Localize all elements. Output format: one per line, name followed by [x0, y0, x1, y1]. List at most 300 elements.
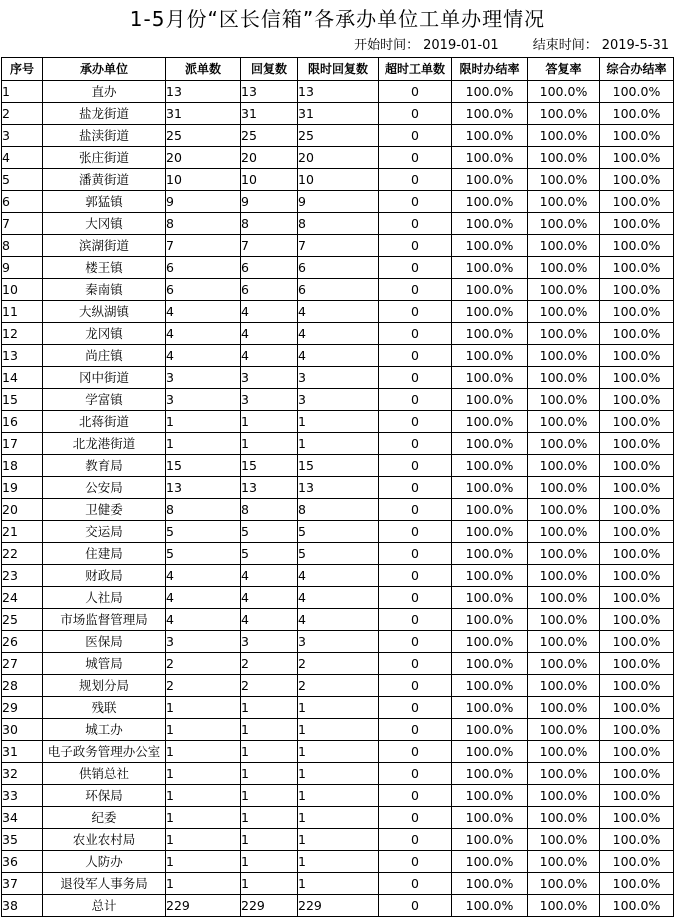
dispatched-count: 4 [166, 345, 241, 367]
overdue-count: 0 [379, 829, 452, 851]
table-row [2, 191, 674, 213]
unit-name: 秦南镇 [43, 279, 166, 301]
reply-rate: 100.0% [528, 807, 600, 829]
overdue-count: 0 [379, 653, 452, 675]
row-number: 9 [2, 257, 43, 279]
replied-count: 5 [241, 543, 298, 565]
column-header: 限时回复数 [298, 58, 379, 81]
overall-completion-rate: 100.0% [600, 477, 674, 499]
unit-name: 规划分局 [43, 675, 166, 697]
overdue-count: 0 [379, 147, 452, 169]
reply-rate: 100.0% [528, 389, 600, 411]
overall-completion-rate: 100.0% [600, 147, 674, 169]
timely-reply-count: 4 [298, 565, 379, 587]
timely-completion-rate: 100.0% [452, 323, 528, 345]
overdue-count: 0 [379, 763, 452, 785]
timely-completion-rate: 100.0% [452, 719, 528, 741]
unit-name: 教育局 [43, 455, 166, 477]
unit-name: 人防办 [43, 851, 166, 873]
timely-reply-count: 6 [298, 279, 379, 301]
table-total-row [2, 895, 674, 917]
dispatched-count: 3 [166, 631, 241, 653]
dispatched-count: 31 [166, 103, 241, 125]
overdue-count: 0 [379, 411, 452, 433]
dispatched-count: 4 [166, 609, 241, 631]
unit-name: 残联 [43, 697, 166, 719]
unit-name: 供销总社 [43, 763, 166, 785]
table-row [2, 851, 674, 873]
replied-count: 6 [241, 279, 298, 301]
column-header: 序号 [2, 58, 43, 81]
replied-count: 1 [241, 697, 298, 719]
replied-count: 15 [241, 455, 298, 477]
timely-reply-count: 1 [298, 763, 379, 785]
timely-completion-rate: 100.0% [452, 697, 528, 719]
table-header-row [2, 58, 674, 81]
reply-rate: 100.0% [528, 477, 600, 499]
timely-completion-rate: 100.0% [452, 851, 528, 873]
reply-rate: 100.0% [528, 499, 600, 521]
table-row [2, 653, 674, 675]
unit-name: 大纵湖镇 [43, 301, 166, 323]
overdue-count: 0 [379, 257, 452, 279]
row-number: 14 [2, 367, 43, 389]
overdue-count: 0 [379, 323, 452, 345]
unit-name: 盐渎街道 [43, 125, 166, 147]
table-row [2, 477, 674, 499]
reply-rate: 100.0% [528, 213, 600, 235]
overall-completion-rate: 100.0% [600, 81, 674, 103]
row-number: 15 [2, 389, 43, 411]
reply-rate: 100.0% [528, 609, 600, 631]
reply-rate: 100.0% [528, 191, 600, 213]
replied-count: 8 [241, 499, 298, 521]
timely-completion-rate: 100.0% [452, 499, 528, 521]
row-number: 2 [2, 103, 43, 125]
timely-completion-rate: 100.0% [452, 455, 528, 477]
dispatched-count: 10 [166, 169, 241, 191]
row-number: 23 [2, 565, 43, 587]
row-number: 17 [2, 433, 43, 455]
table-row [2, 521, 674, 543]
timely-completion-rate: 100.0% [452, 829, 528, 851]
unit-name: 潘黄街道 [43, 169, 166, 191]
row-number: 7 [2, 213, 43, 235]
timely-reply-count: 20 [298, 147, 379, 169]
timely-completion-rate: 100.0% [452, 301, 528, 323]
table-row [2, 873, 674, 895]
overdue-count: 0 [379, 587, 452, 609]
report-period [350, 36, 669, 56]
overall-completion-rate: 100.0% [600, 719, 674, 741]
overdue-count: 0 [379, 345, 452, 367]
unit-name: 北蒋街道 [43, 411, 166, 433]
replied-count: 4 [241, 323, 298, 345]
overall-completion-rate: 100.0% [600, 741, 674, 763]
table-row [2, 147, 674, 169]
reply-rate: 100.0% [528, 301, 600, 323]
column-header: 答复率 [528, 58, 600, 81]
overdue-count: 0 [379, 433, 452, 455]
end-time-label: 结束时间： [532, 38, 598, 53]
timely-reply-count: 1 [298, 697, 379, 719]
replied-count: 13 [241, 81, 298, 103]
timely-reply-count: 1 [298, 851, 379, 873]
unit-name: 电子政务管理办公室 [43, 741, 166, 763]
replied-count: 1 [241, 433, 298, 455]
column-header: 超时工单数 [379, 58, 452, 81]
overdue-count: 0 [379, 191, 452, 213]
timely-completion-rate: 100.0% [452, 477, 528, 499]
dispatched-count: 1 [166, 719, 241, 741]
dispatched-count: 1 [166, 829, 241, 851]
overdue-count: 0 [379, 103, 452, 125]
timely-reply-count: 13 [298, 477, 379, 499]
table-row [2, 807, 674, 829]
dispatched-count: 13 [166, 477, 241, 499]
timely-reply-count: 2 [298, 653, 379, 675]
overall-completion-rate: 100.0% [600, 213, 674, 235]
unit-name: 人社局 [43, 587, 166, 609]
reply-rate: 100.0% [528, 455, 600, 477]
replied-count: 4 [241, 609, 298, 631]
replied-count: 4 [241, 587, 298, 609]
replied-count: 2 [241, 675, 298, 697]
overdue-count: 0 [379, 873, 452, 895]
table-row [2, 763, 674, 785]
row-number: 38 [2, 895, 43, 917]
overall-completion-rate: 100.0% [600, 411, 674, 433]
table-body [2, 81, 674, 917]
dispatched-count: 1 [166, 807, 241, 829]
row-number: 5 [2, 169, 43, 191]
reply-rate: 100.0% [528, 653, 600, 675]
row-number: 29 [2, 697, 43, 719]
timely-reply-count: 4 [298, 323, 379, 345]
work-order-table [1, 57, 674, 917]
replied-count: 4 [241, 565, 298, 587]
timely-reply-count: 3 [298, 389, 379, 411]
timely-reply-count: 6 [298, 257, 379, 279]
reply-rate: 100.0% [528, 323, 600, 345]
replied-count: 6 [241, 257, 298, 279]
table-row [2, 257, 674, 279]
timely-completion-rate: 100.0% [452, 147, 528, 169]
replied-count: 1 [241, 741, 298, 763]
table-row [2, 81, 674, 103]
replied-count: 2 [241, 653, 298, 675]
timely-reply-count: 7 [298, 235, 379, 257]
timely-completion-rate: 100.0% [452, 235, 528, 257]
table-row [2, 741, 674, 763]
timely-completion-rate: 100.0% [452, 653, 528, 675]
timely-completion-rate: 100.0% [452, 763, 528, 785]
table-row [2, 169, 674, 191]
table-row [2, 411, 674, 433]
dispatched-count: 2 [166, 653, 241, 675]
table-row [2, 213, 674, 235]
dispatched-count: 15 [166, 455, 241, 477]
table-row [2, 829, 674, 851]
unit-name: 尚庄镇 [43, 345, 166, 367]
reply-rate: 100.0% [528, 367, 600, 389]
overall-completion-rate: 100.0% [600, 587, 674, 609]
replied-count: 13 [241, 477, 298, 499]
replied-count: 1 [241, 763, 298, 785]
timely-reply-count: 8 [298, 213, 379, 235]
timely-completion-rate: 100.0% [452, 741, 528, 763]
timely-reply-count: 9 [298, 191, 379, 213]
overdue-count: 0 [379, 807, 452, 829]
overdue-count: 0 [379, 697, 452, 719]
timely-completion-rate: 100.0% [452, 389, 528, 411]
overdue-count: 0 [379, 565, 452, 587]
reply-rate: 100.0% [528, 433, 600, 455]
overdue-count: 0 [379, 609, 452, 631]
unit-name: 直办 [43, 81, 166, 103]
table-row [2, 785, 674, 807]
reply-rate: 100.0% [528, 763, 600, 785]
column-header: 限时办结率 [452, 58, 528, 81]
overall-completion-rate: 100.0% [600, 103, 674, 125]
overall-completion-rate: 100.0% [600, 609, 674, 631]
reply-rate: 100.0% [528, 785, 600, 807]
reply-rate: 100.0% [528, 675, 600, 697]
timely-reply-count: 31 [298, 103, 379, 125]
row-number: 26 [2, 631, 43, 653]
overall-completion-rate: 100.0% [600, 829, 674, 851]
timely-reply-count: 5 [298, 543, 379, 565]
replied-count: 1 [241, 851, 298, 873]
timely-completion-rate: 100.0% [452, 345, 528, 367]
unit-name: 退役军人事务局 [43, 873, 166, 895]
reply-rate: 100.0% [528, 257, 600, 279]
unit-name: 楼王镇 [43, 257, 166, 279]
timely-reply-count: 1 [298, 807, 379, 829]
timely-completion-rate: 100.0% [452, 125, 528, 147]
unit-name: 张庄街道 [43, 147, 166, 169]
reply-rate: 100.0% [528, 81, 600, 103]
overall-completion-rate: 100.0% [600, 301, 674, 323]
unit-name: 公安局 [43, 477, 166, 499]
dispatched-count: 1 [166, 763, 241, 785]
row-number: 20 [2, 499, 43, 521]
overall-completion-rate: 100.0% [600, 367, 674, 389]
reply-rate: 100.0% [528, 587, 600, 609]
overall-completion-rate: 100.0% [600, 191, 674, 213]
row-number: 37 [2, 873, 43, 895]
unit-name: 纪委 [43, 807, 166, 829]
unit-name: 郭猛镇 [43, 191, 166, 213]
table-row [2, 675, 674, 697]
unit-name: 盐龙街道 [43, 103, 166, 125]
timely-completion-rate: 100.0% [452, 213, 528, 235]
overall-completion-rate: 100.0% [600, 631, 674, 653]
replied-count: 4 [241, 345, 298, 367]
overdue-count: 0 [379, 213, 452, 235]
table-row [2, 367, 674, 389]
unit-name: 滨湖街道 [43, 235, 166, 257]
unit-name: 财政局 [43, 565, 166, 587]
overdue-count: 0 [379, 169, 452, 191]
dispatched-count: 3 [166, 367, 241, 389]
row-number: 3 [2, 125, 43, 147]
timely-reply-count: 4 [298, 587, 379, 609]
dispatched-count: 8 [166, 499, 241, 521]
timely-reply-count: 8 [298, 499, 379, 521]
row-number: 6 [2, 191, 43, 213]
unit-name: 学富镇 [43, 389, 166, 411]
row-number: 4 [2, 147, 43, 169]
timely-completion-rate: 100.0% [452, 191, 528, 213]
timely-reply-count: 25 [298, 125, 379, 147]
timely-completion-rate: 100.0% [452, 807, 528, 829]
unit-name: 环保局 [43, 785, 166, 807]
replied-count: 5 [241, 521, 298, 543]
replied-count: 4 [241, 301, 298, 323]
replied-count: 20 [241, 147, 298, 169]
replied-count: 8 [241, 213, 298, 235]
table-row [2, 345, 674, 367]
table-row [2, 631, 674, 653]
row-number: 1 [2, 81, 43, 103]
row-number: 25 [2, 609, 43, 631]
overall-completion-rate: 100.0% [600, 697, 674, 719]
timely-completion-rate: 100.0% [452, 873, 528, 895]
reply-rate: 100.0% [528, 895, 600, 917]
overall-completion-rate: 100.0% [600, 279, 674, 301]
timely-completion-rate: 100.0% [452, 675, 528, 697]
dispatched-count: 1 [166, 851, 241, 873]
timely-reply-count: 3 [298, 631, 379, 653]
dispatched-count: 3 [166, 389, 241, 411]
timely-reply-count: 1 [298, 411, 379, 433]
row-number: 18 [2, 455, 43, 477]
overdue-count: 0 [379, 631, 452, 653]
timely-completion-rate: 100.0% [452, 103, 528, 125]
replied-count: 1 [241, 829, 298, 851]
overdue-count: 0 [379, 81, 452, 103]
overall-completion-rate: 100.0% [600, 345, 674, 367]
timely-completion-rate: 100.0% [452, 587, 528, 609]
overall-completion-rate: 100.0% [600, 653, 674, 675]
dispatched-count: 5 [166, 543, 241, 565]
timely-completion-rate: 100.0% [452, 411, 528, 433]
overall-completion-rate: 100.0% [600, 323, 674, 345]
replied-count: 3 [241, 389, 298, 411]
timely-completion-rate: 100.0% [452, 521, 528, 543]
dispatched-count: 5 [166, 521, 241, 543]
dispatched-count: 7 [166, 235, 241, 257]
dispatched-count: 4 [166, 565, 241, 587]
dispatched-count: 1 [166, 697, 241, 719]
reply-rate: 100.0% [528, 565, 600, 587]
reply-rate: 100.0% [528, 103, 600, 125]
row-number: 35 [2, 829, 43, 851]
reply-rate: 100.0% [528, 147, 600, 169]
table-row [2, 389, 674, 411]
overdue-count: 0 [379, 499, 452, 521]
timely-completion-rate: 100.0% [452, 895, 528, 917]
overall-completion-rate: 100.0% [600, 851, 674, 873]
overall-completion-rate: 100.0% [600, 433, 674, 455]
dispatched-count: 20 [166, 147, 241, 169]
row-number: 32 [2, 763, 43, 785]
reply-rate: 100.0% [528, 631, 600, 653]
replied-count: 229 [241, 895, 298, 917]
overdue-count: 0 [379, 521, 452, 543]
row-number: 30 [2, 719, 43, 741]
timely-reply-count: 229 [298, 895, 379, 917]
row-number: 13 [2, 345, 43, 367]
overall-completion-rate: 100.0% [600, 543, 674, 565]
overall-completion-rate: 100.0% [600, 169, 674, 191]
dispatched-count: 1 [166, 411, 241, 433]
row-number: 27 [2, 653, 43, 675]
end-time-value: 2019-5-31 [601, 38, 669, 53]
replied-count: 10 [241, 169, 298, 191]
table-row [2, 499, 674, 521]
timely-reply-count: 2 [298, 675, 379, 697]
row-number: 12 [2, 323, 43, 345]
unit-name: 市场监督管理局 [43, 609, 166, 631]
timely-completion-rate: 100.0% [452, 631, 528, 653]
dispatched-count: 1 [166, 741, 241, 763]
overdue-count: 0 [379, 389, 452, 411]
column-header: 综合办结率 [600, 58, 674, 81]
timely-reply-count: 4 [298, 301, 379, 323]
timely-reply-count: 1 [298, 785, 379, 807]
unit-name: 总计 [43, 895, 166, 917]
reply-rate: 100.0% [528, 235, 600, 257]
timely-completion-rate: 100.0% [452, 543, 528, 565]
overdue-count: 0 [379, 675, 452, 697]
unit-name: 农业农村局 [43, 829, 166, 851]
unit-name: 医保局 [43, 631, 166, 653]
timely-completion-rate: 100.0% [452, 279, 528, 301]
overdue-count: 0 [379, 477, 452, 499]
row-number: 36 [2, 851, 43, 873]
replied-count: 31 [241, 103, 298, 125]
dispatched-count: 13 [166, 81, 241, 103]
dispatched-count: 4 [166, 301, 241, 323]
overall-completion-rate: 100.0% [600, 895, 674, 917]
overdue-count: 0 [379, 741, 452, 763]
table-row [2, 609, 674, 631]
unit-name: 城工办 [43, 719, 166, 741]
dispatched-count: 25 [166, 125, 241, 147]
replied-count: 3 [241, 631, 298, 653]
overall-completion-rate: 100.0% [600, 455, 674, 477]
dispatched-count: 1 [166, 785, 241, 807]
overdue-count: 0 [379, 125, 452, 147]
reply-rate: 100.0% [528, 169, 600, 191]
timely-reply-count: 1 [298, 829, 379, 851]
column-header: 回复数 [241, 58, 298, 81]
timely-reply-count: 4 [298, 345, 379, 367]
overdue-count: 0 [379, 235, 452, 257]
table-row [2, 103, 674, 125]
row-number: 22 [2, 543, 43, 565]
replied-count: 1 [241, 411, 298, 433]
overall-completion-rate: 100.0% [600, 785, 674, 807]
dispatched-count: 229 [166, 895, 241, 917]
table-row [2, 565, 674, 587]
reply-rate: 100.0% [528, 521, 600, 543]
table-row [2, 235, 674, 257]
unit-name: 城管局 [43, 653, 166, 675]
overall-completion-rate: 100.0% [600, 807, 674, 829]
